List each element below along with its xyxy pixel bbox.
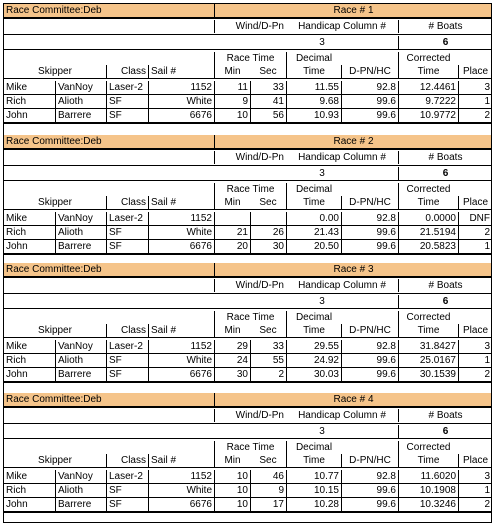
handicap-value[interactable]: 3 [319, 426, 325, 437]
row-divider [3, 511, 492, 513]
dpn-value[interactable]: 99.6 [341, 484, 398, 497]
handicap-column-label[interactable]: Handicap Column # [298, 410, 386, 421]
min-header[interactable]: Min [214, 65, 250, 78]
boats-value[interactable]: 6 [398, 295, 492, 308]
grid-line [3, 78, 492, 79]
race-seconds[interactable]: 30 [250, 240, 286, 253]
race-number-label[interactable]: Race # 1 [214, 4, 492, 17]
skipper-header[interactable]: Skipper [38, 325, 72, 336]
skipper-first-name[interactable]: Mike [6, 82, 28, 93]
boat-class[interactable]: SF [106, 498, 148, 511]
skipper-header[interactable]: Skipper [38, 455, 72, 466]
skipper-first-name[interactable]: Mike [6, 471, 28, 482]
skipper-last-name[interactable]: VanNoy [55, 81, 106, 94]
boats-label[interactable]: # Boats [398, 279, 492, 292]
place-value[interactable]: 2 [458, 226, 492, 239]
race-minutes[interactable] [214, 212, 250, 225]
handicap-value[interactable]: 3 [319, 37, 325, 48]
boats-label[interactable]: # Boats [398, 20, 492, 33]
corrected-time[interactable]: 10.9772 [398, 109, 458, 122]
skipper-last-name[interactable]: VanNoy [55, 340, 106, 353]
corrected-time[interactable]: 30.1539 [398, 368, 458, 381]
decimal-time[interactable]: 0.00 [286, 212, 341, 225]
skipper-first-name[interactable]: John [6, 241, 28, 252]
corrected-time[interactable]: 12.4461 [398, 81, 458, 94]
sail-number[interactable]: 6676 [148, 498, 214, 511]
class-header[interactable]: Class [106, 196, 148, 209]
race-committee-label[interactable]: Race Committee:Deb [4, 4, 214, 17]
sail-header[interactable]: Sail # [148, 65, 214, 78]
race-committee-label[interactable]: Race Committee:Deb [4, 263, 214, 276]
race-minutes[interactable]: 10 [214, 470, 250, 483]
skipper-first-name[interactable]: Mike [6, 213, 28, 224]
corrected-time[interactable]: 9.7222 [398, 95, 458, 108]
corrected-time[interactable]: 20.5823 [398, 240, 458, 253]
dpn-header[interactable]: D-PN/HC [341, 65, 398, 78]
sail-number[interactable]: 1152 [148, 340, 214, 353]
skipper-last-name[interactable]: VanNoy [55, 470, 106, 483]
race-minutes[interactable]: 9 [214, 95, 250, 108]
sail-header[interactable]: Sail # [148, 324, 214, 337]
skipper-last-name[interactable]: Alioth [55, 226, 106, 239]
dpn-value[interactable]: 92.8 [341, 340, 398, 353]
row-divider [3, 148, 492, 150]
skipper-first-name[interactable]: Mike [6, 341, 28, 352]
row-divider [3, 276, 492, 278]
time-header[interactable]: Time [286, 454, 341, 467]
dpn-value[interactable]: 99.6 [341, 498, 398, 511]
place-value[interactable]: 2 [458, 109, 492, 122]
boats-label[interactable]: # Boats [398, 151, 492, 164]
race-committee-label[interactable]: Race Committee:Deb [4, 135, 214, 148]
dpn-value[interactable]: 99.6 [341, 240, 398, 253]
corrected-time[interactable]: 31.8427 [398, 340, 458, 353]
boat-class[interactable]: SF [106, 95, 148, 108]
sec-header[interactable]: Sec [259, 455, 277, 466]
dpn-header[interactable]: D-PN/HC [341, 196, 398, 209]
boat-class[interactable]: Laser-2 [106, 81, 148, 94]
race-minutes[interactable]: 11 [214, 81, 250, 94]
sail-number[interactable]: White [148, 226, 214, 239]
sec-header[interactable]: Sec [259, 325, 277, 336]
wind-dpn-label[interactable]: Wind/D-Pn [214, 151, 286, 164]
row-divider [3, 381, 492, 383]
time-header[interactable]: Time [286, 196, 341, 209]
race-time-header[interactable]: Race Time [214, 311, 286, 324]
decimal-time[interactable]: 10.15 [286, 484, 341, 497]
skipper-first-name[interactable]: Rich [6, 355, 27, 366]
place-value[interactable]: 1 [458, 95, 492, 108]
race-seconds[interactable]: 26 [250, 226, 286, 239]
grid-line [3, 337, 492, 338]
race-seconds[interactable]: 46 [250, 470, 286, 483]
boats-value[interactable]: 6 [398, 36, 492, 49]
corrected-time[interactable]: 11.6020 [398, 470, 458, 483]
corrected-header[interactable]: Corrected [398, 52, 458, 65]
race-minutes[interactable]: 21 [214, 226, 250, 239]
decimal-time[interactable]: 10.77 [286, 470, 341, 483]
handicap-column-label[interactable]: Handicap Column # [298, 280, 386, 291]
skipper-last-name[interactable]: Alioth [55, 354, 106, 367]
decimal-header[interactable]: Decimal [286, 441, 341, 454]
handicap-value[interactable]: 3 [319, 296, 325, 307]
race-minutes[interactable]: 20 [214, 240, 250, 253]
boats-value[interactable]: 6 [398, 167, 492, 180]
min-header[interactable]: Min [214, 196, 250, 209]
row-divider [3, 406, 492, 408]
row-divider [3, 122, 492, 124]
sail-header[interactable]: Sail # [148, 196, 214, 209]
sail-number[interactable]: White [148, 354, 214, 367]
skipper-first-name[interactable]: John [6, 499, 28, 510]
skipper-last-name[interactable]: Barrere [55, 498, 106, 511]
skipper-first-name[interactable]: Rich [6, 227, 27, 238]
place-value[interactable]: DNF [458, 212, 492, 225]
race-seconds[interactable]: 56 [250, 109, 286, 122]
dpn-value[interactable]: 92.8 [341, 212, 398, 225]
skipper-first-name[interactable]: Rich [6, 96, 27, 107]
corrected-time-header[interactable]: Time [398, 324, 458, 337]
sail-number[interactable]: 6676 [148, 240, 214, 253]
place-value[interactable]: 1 [458, 354, 492, 367]
sail-header[interactable]: Sail # [148, 454, 214, 467]
corrected-time[interactable]: 21.5194 [398, 226, 458, 239]
boat-class[interactable]: SF [106, 368, 148, 381]
corrected-header[interactable]: Corrected [398, 311, 458, 324]
place-header[interactable]: Place [458, 65, 492, 78]
boat-class[interactable]: Laser-2 [106, 470, 148, 483]
corrected-time[interactable]: 25.0167 [398, 354, 458, 367]
race-minutes[interactable]: 10 [214, 484, 250, 497]
place-value[interactable]: 3 [458, 340, 492, 353]
grid-line [3, 165, 492, 166]
grid-line [3, 209, 492, 210]
race-seconds[interactable]: 55 [250, 354, 286, 367]
race-minutes[interactable]: 30 [214, 368, 250, 381]
dpn-value[interactable]: 99.6 [341, 368, 398, 381]
race-seconds[interactable]: 41 [250, 95, 286, 108]
grid-line [3, 308, 492, 309]
place-value[interactable]: 3 [458, 470, 492, 483]
dpn-value[interactable]: 99.6 [341, 226, 398, 239]
sail-number[interactable]: 1152 [148, 470, 214, 483]
row-divider [3, 17, 492, 19]
race-seconds[interactable] [250, 212, 286, 225]
sail-number[interactable]: 1152 [148, 81, 214, 94]
decimal-time[interactable]: 10.28 [286, 498, 341, 511]
race-seconds[interactable]: 33 [250, 340, 286, 353]
skipper-last-name[interactable]: Barrere [55, 109, 106, 122]
class-header[interactable]: Class [106, 65, 148, 78]
race-minutes[interactable]: 10 [214, 498, 250, 511]
skipper-last-name[interactable]: Barrere [55, 368, 106, 381]
grid-line [3, 438, 492, 439]
boat-class[interactable]: SF [106, 240, 148, 253]
race-seconds[interactable]: 33 [250, 81, 286, 94]
race-minutes[interactable]: 29 [214, 340, 250, 353]
dpn-value[interactable]: 99.6 [341, 354, 398, 367]
dpn-value[interactable]: 92.8 [341, 470, 398, 483]
decimal-header[interactable]: Decimal [286, 52, 341, 65]
min-header[interactable]: Min [214, 324, 250, 337]
race-seconds[interactable]: 17 [250, 498, 286, 511]
place-value[interactable]: 3 [458, 81, 492, 94]
decimal-time[interactable]: 11.55 [286, 81, 341, 94]
decimal-time[interactable]: 9.68 [286, 95, 341, 108]
decimal-header[interactable]: Decimal [286, 311, 341, 324]
handicap-value[interactable]: 3 [319, 168, 325, 179]
dpn-header[interactable]: D-PN/HC [341, 454, 398, 467]
place-header[interactable]: Place [458, 196, 492, 209]
skipper-last-name[interactable]: Alioth [55, 95, 106, 108]
race-minutes[interactable]: 10 [214, 109, 250, 122]
boat-class[interactable]: Laser-2 [106, 340, 148, 353]
race-committee-label[interactable]: Race Committee:Deb [4, 393, 214, 406]
corrected-time-header[interactable]: Time [398, 65, 458, 78]
grid-line [3, 467, 492, 468]
corrected-header[interactable]: Corrected [398, 441, 458, 454]
row-divider [3, 253, 492, 255]
skipper-header[interactable]: Skipper [38, 66, 72, 77]
decimal-time[interactable]: 30.03 [286, 368, 341, 381]
place-header[interactable]: Place [458, 324, 492, 337]
skipper-first-name[interactable]: Rich [6, 485, 27, 496]
race-time-header[interactable]: Race Time [214, 52, 286, 65]
boat-class[interactable]: Laser-2 [106, 212, 148, 225]
sail-number[interactable]: 6676 [148, 109, 214, 122]
corrected-time[interactable]: 10.3246 [398, 498, 458, 511]
skipper-last-name[interactable]: VanNoy [55, 212, 106, 225]
dpn-value[interactable]: 99.6 [341, 109, 398, 122]
sail-number[interactable]: 1152 [148, 212, 214, 225]
sail-number[interactable]: White [148, 95, 214, 108]
grid-line [3, 423, 492, 424]
time-header[interactable]: Time [286, 324, 341, 337]
place-value[interactable]: 1 [458, 240, 492, 253]
boat-class[interactable]: SF [106, 354, 148, 367]
dpn-value[interactable]: 99.6 [341, 95, 398, 108]
wind-dpn-label[interactable]: Wind/D-Pn [214, 279, 286, 292]
boat-class[interactable]: SF [106, 226, 148, 239]
sec-header[interactable]: Sec [259, 197, 277, 208]
race-number-label[interactable]: Race # 4 [214, 393, 492, 406]
decimal-time[interactable]: 20.50 [286, 240, 341, 253]
race-number-label[interactable]: Race # 3 [214, 263, 492, 276]
decimal-time[interactable]: 29.55 [286, 340, 341, 353]
grid-line [3, 49, 492, 50]
place-value[interactable]: 2 [458, 498, 492, 511]
race-number-label[interactable]: Race # 2 [214, 135, 492, 148]
race-seconds[interactable]: 2 [250, 368, 286, 381]
decimal-time[interactable]: 10.93 [286, 109, 341, 122]
sec-header[interactable]: Sec [259, 66, 277, 77]
race-seconds[interactable]: 9 [250, 484, 286, 497]
boat-class[interactable]: SF [106, 484, 148, 497]
boats-label[interactable]: # Boats [398, 409, 492, 422]
handicap-column-label[interactable]: Handicap Column # [298, 152, 386, 163]
corrected-time-header[interactable]: Time [398, 196, 458, 209]
sail-number[interactable]: White [148, 484, 214, 497]
dpn-value[interactable]: 92.8 [341, 81, 398, 94]
race-time-header[interactable]: Race Time [214, 441, 286, 454]
skipper-header[interactable]: Skipper [38, 197, 72, 208]
skipper-last-name[interactable]: Barrere [55, 240, 106, 253]
place-header[interactable]: Place [458, 454, 492, 467]
boats-value[interactable]: 6 [398, 425, 492, 438]
race-minutes[interactable]: 24 [214, 354, 250, 367]
wind-dpn-label[interactable]: Wind/D-Pn [214, 409, 286, 422]
corrected-time-header[interactable]: Time [398, 454, 458, 467]
min-header[interactable]: Min [214, 454, 250, 467]
grid-line [3, 293, 492, 294]
race-time-header[interactable]: Race Time [214, 183, 286, 196]
place-value[interactable]: 1 [458, 484, 492, 497]
corrected-time[interactable]: 10.1908 [398, 484, 458, 497]
class-header[interactable]: Class [106, 454, 148, 467]
decimal-header[interactable]: Decimal [286, 183, 341, 196]
class-header[interactable]: Class [106, 324, 148, 337]
boat-class[interactable]: SF [106, 109, 148, 122]
sail-number[interactable]: 6676 [148, 368, 214, 381]
decimal-time[interactable]: 24.92 [286, 354, 341, 367]
skipper-first-name[interactable]: John [6, 369, 28, 380]
time-header[interactable]: Time [286, 65, 341, 78]
grid-line [3, 180, 492, 181]
corrected-time[interactable]: 0.0000 [398, 212, 458, 225]
corrected-header[interactable]: Corrected [398, 183, 458, 196]
wind-dpn-label[interactable]: Wind/D-Pn [214, 20, 286, 33]
dpn-header[interactable]: D-PN/HC [341, 324, 398, 337]
handicap-column-label[interactable]: Handicap Column # [298, 21, 386, 32]
place-value[interactable]: 2 [458, 368, 492, 381]
skipper-last-name[interactable]: Alioth [55, 484, 106, 497]
skipper-first-name[interactable]: John [6, 110, 28, 121]
decimal-time[interactable]: 21.43 [286, 226, 341, 239]
grid-line [3, 34, 492, 35]
